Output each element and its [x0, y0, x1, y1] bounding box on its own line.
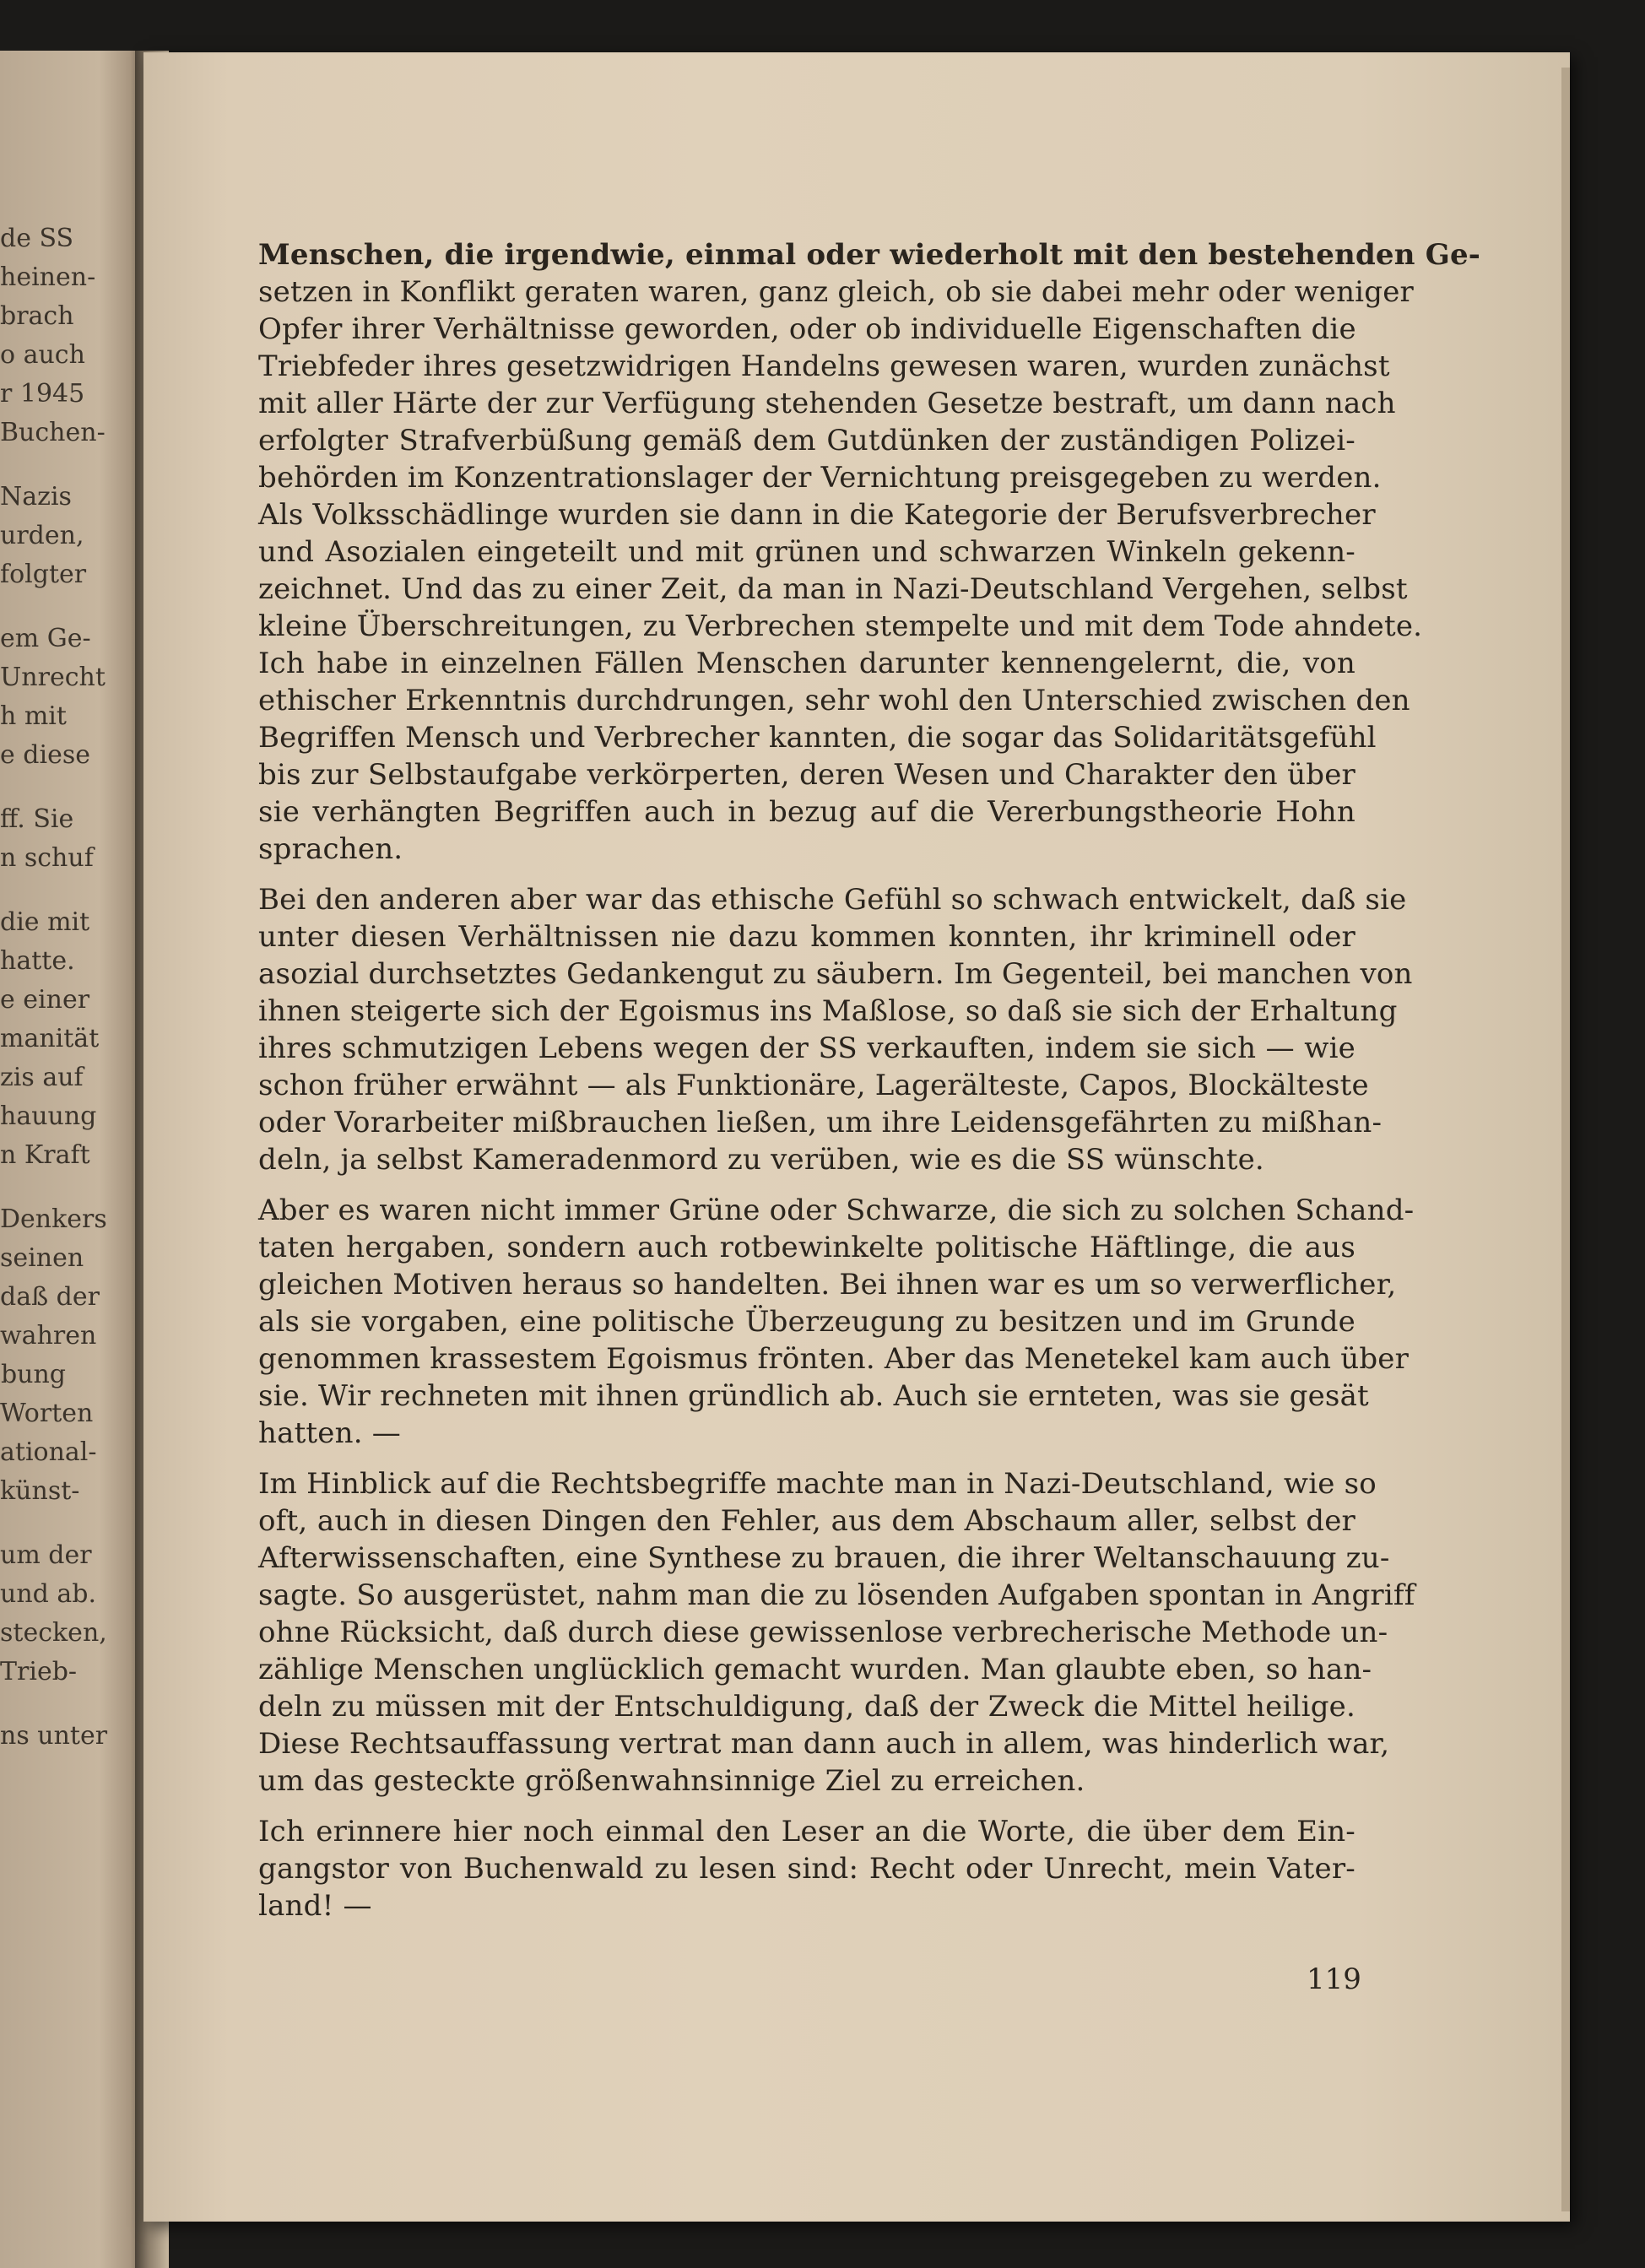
left-page-line: n schuf: [0, 843, 94, 873]
left-page-line: hauung: [0, 1102, 97, 1131]
text-line: Im Hinblick auf die Rechtsbegriffe machte man in Nazi-Deutschland, wie so: [258, 1467, 1377, 1501]
left-page: [0, 51, 142, 2268]
left-page-line: daß der: [0, 1282, 100, 1312]
left-page-line: urden,: [0, 521, 84, 550]
page-body: [258, 236, 1481, 1938]
left-page-line: seinen: [0, 1243, 84, 1273]
left-page-text: [0, 219, 142, 1756]
text-line: gleichen Motiven heraus so handelten. Bei ihnen war es um so verwerflicher,: [258, 1268, 1397, 1302]
text-line: als sie vorgaben, eine politische Überzeugung zu besitzen und im Grunde: [258, 1305, 1356, 1339]
left-page-line: h mit: [0, 701, 67, 731]
left-page-line: Unrecht: [0, 663, 106, 692]
left-page-line: stecken,: [0, 1618, 107, 1648]
paragraph: [258, 1465, 1415, 1800]
text-line: Bei den anderen aber war das ethische Gefühl so schwach entwickelt, daß sie: [258, 883, 1407, 917]
text-line: kleine Überschreitungen, zu Verbrechen stempelte und mit dem Tode ahndete.: [258, 609, 1423, 643]
text-line: hatten. —: [258, 1416, 401, 1450]
text-line: sprachen.: [258, 832, 403, 866]
left-page-line: Trieb-: [0, 1657, 78, 1686]
left-page-line: Worten: [0, 1399, 94, 1428]
text-line: zählige Menschen unglücklich gemacht wurden. Man glaubte eben, so han-: [258, 1653, 1372, 1686]
left-page-line: wahren: [0, 1321, 97, 1351]
left-page-line: brach: [0, 301, 74, 331]
text-line: um das gesteckte größenwahnsinnige Ziel zu erreichen.: [258, 1764, 1085, 1798]
left-page-line: de SS: [0, 224, 74, 253]
text-line: deln, ja selbst Kameradenmord zu verüben, wie es die SS wünschte.: [258, 1143, 1264, 1177]
text-line: gangstor von Buchenwald zu lesen sind: Recht oder Unrecht, mein Vater-: [258, 1852, 1356, 1886]
text-line: mit aller Härte der zur Verfügung stehenden Gesetze bestraft, um dann nach: [258, 387, 1396, 420]
text-line: taten hergaben, sondern auch rotbewinkelte politische Häftlinge, die aus: [258, 1231, 1356, 1264]
left-page-line: und ab.: [0, 1579, 97, 1609]
left-page-line: manität: [0, 1024, 100, 1053]
left-page-line: r 1945: [0, 379, 85, 409]
text-line: Aber es waren nicht immer Grüne oder Schwarze, die sich zu solchen Schand-: [258, 1194, 1415, 1227]
paragraph: [258, 236, 1481, 868]
left-page-line: ational-: [0, 1437, 97, 1467]
left-page-line: die mit: [0, 907, 90, 937]
text-line: ethischer Erkenntnis durchdrungen, sehr wohl den Unterschied zwischen den: [258, 684, 1410, 717]
left-page-line: heinen-: [0, 263, 96, 292]
left-page-line: e diese: [0, 740, 90, 770]
text-line: Triebfeder ihres gesetzwidrigen Handelns gewesen waren, wurden zunächst: [258, 349, 1390, 383]
text-line: ihnen steigerte sich der Egoismus ins Maßlose, so daß sie sich der Erhaltung: [258, 994, 1398, 1028]
text-line: Diese Rechtsauffassung vertrat man dann auch in allem, was hinderlich war,: [258, 1727, 1390, 1761]
text-line: schon früher erwähnt — als Funktionäre, Lagerälteste, Capos, Blockälteste: [258, 1069, 1369, 1102]
text-line: Menschen, die irgendwie, einmal oder wiederholt mit den bestehenden Ge-: [258, 238, 1481, 272]
text-line: behörden im Konzentrationslager der Vernichtung preisgegeben zu werden.: [258, 461, 1382, 495]
left-page-line: o auch: [0, 340, 85, 370]
text-line: setzen in Konflikt geraten waren, ganz gleich, ob sie dabei mehr oder weniger: [258, 275, 1414, 309]
text-line: asozial durchsetztes Gedankengut zu säubern. Im Gegenteil, bei manchen von: [258, 957, 1413, 991]
paragraph: [258, 881, 1413, 1178]
text-line: Begriffen Mensch und Verbrecher kannten, die sogar das Solidaritätsgefühl: [258, 721, 1377, 755]
left-page-line: Buchen-: [0, 418, 106, 447]
left-page-line: Denkers: [0, 1204, 107, 1234]
left-page-line: folgter: [0, 560, 87, 589]
text-line: sie verhängten Begriffen auch in bezug auf die Vererbungstheorie Hohn: [258, 795, 1356, 829]
page-edge: [1561, 68, 1570, 2211]
text-line: Afterwissenschaften, eine Synthese zu brauen, die ihrer Weltanschauung zu-: [258, 1541, 1390, 1575]
text-line: ihres schmutzigen Lebens wegen der SS verkauften, indem sie sich — wie: [258, 1031, 1356, 1065]
text-line: zeichnet. Und das zu einer Zeit, da man in Nazi-Deutschland Vergehen, selbst: [258, 572, 1408, 606]
text-line: sie. Wir rechneten mit ihnen gründlich ab. Auch sie ernteten, was sie gesät: [258, 1379, 1369, 1413]
text-line: sagte. So ausgerüstet, nahm man die zu lösenden Aufgaben spontan in Angriff: [258, 1578, 1415, 1612]
left-page-line: bung: [0, 1360, 66, 1389]
text-line: erfolgter Strafverbüßung gemäß dem Gutdünken der zuständigen Polizei-: [258, 424, 1356, 457]
text-line: oder Vorarbeiter mißbrauchen ließen, um ihre Leidensgefährten zu mißhan-: [258, 1106, 1383, 1139]
text-line: Opfer ihrer Verhältnisse geworden, oder ob individuelle Eigenschaften die: [258, 312, 1356, 346]
left-page-line: ns unter: [0, 1721, 108, 1751]
left-page-line: n Kraft: [0, 1140, 90, 1170]
text-line: Ich erinnere hier noch einmal den Leser an die Worte, die über dem Ein-: [258, 1815, 1356, 1849]
paragraph: [258, 1813, 1356, 1924]
paragraph: [258, 1192, 1415, 1452]
left-page-line: em Ge-: [0, 624, 91, 653]
left-page-line: zis auf: [0, 1063, 84, 1092]
text-line: bis zur Selbstaufgabe verkörperten, deren Wesen und Charakter den über: [258, 758, 1356, 792]
text-line: ohne Rücksicht, daß durch diese gewissenlose verbrecherische Methode un-: [258, 1616, 1388, 1649]
left-page-line: hatte.: [0, 946, 75, 976]
text-line: Als Volksschädlinge wurden sie dann in die Kategorie der Berufsverbrecher: [258, 498, 1376, 532]
left-page-line: Nazis: [0, 482, 72, 512]
text-line: land! —: [258, 1889, 372, 1923]
text-line: deln zu müssen mit der Entschuldigung, daß der Zweck die Mittel heilige.: [258, 1690, 1356, 1724]
left-page-line: um der: [0, 1540, 92, 1570]
left-page-line: ff. Sie: [0, 804, 74, 834]
page-number: 119: [1307, 1962, 1361, 1996]
left-page-line: e einer: [0, 985, 90, 1015]
text-line: genommen krassestem Egoismus frönten. Aber das Menetekel kam auch über: [258, 1342, 1410, 1376]
text-line: oft, auch in diesen Dingen den Fehler, aus dem Abschaum aller, selbst der: [258, 1504, 1356, 1538]
text-line: und Asozialen eingeteilt und mit grünen und schwarzen Winkeln gekenn-: [258, 535, 1356, 569]
text-line: Ich habe in einzelnen Fällen Menschen darunter kennengelernt, die, von: [258, 647, 1356, 680]
text-line: unter diesen Verhältnissen nie dazu kommen konnten, ihr kriminell oder: [258, 920, 1356, 954]
left-page-line: künst-: [0, 1476, 80, 1506]
